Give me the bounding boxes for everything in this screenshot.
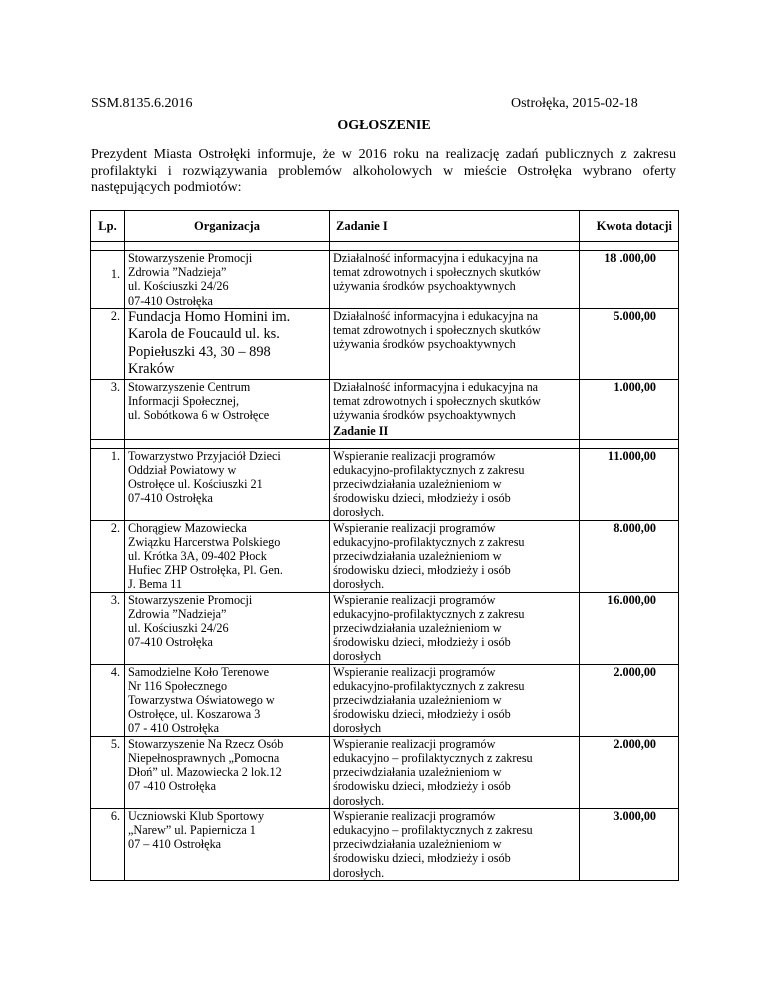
organization-cell-line: Towarzystwo Przyjaciół Dzieci xyxy=(128,448,281,463)
organization-cell-line: Zdrowia ”Nadzieja” xyxy=(128,265,227,280)
organization-cell-line: Stowarzyszenie Centrum xyxy=(128,379,251,394)
task-cell-line: edukacyjno – profilaktycznych z zakresu xyxy=(333,822,533,837)
row-number-text: 2. xyxy=(110,308,120,323)
task-cell-line: przeciwdziałania uzależnieniom w xyxy=(333,621,502,636)
organization-cell-line: Stowarzyszenie Na Rzecz Osób xyxy=(128,736,284,751)
organization-cell-line: Informacji Społecznej, xyxy=(128,394,239,409)
place-date: Ostrołęka, 2015-02-18 xyxy=(511,96,638,111)
header-amount: Kwota dotacji xyxy=(580,211,679,242)
row-number xyxy=(91,520,125,592)
organization-cell xyxy=(125,664,330,736)
organization-cell-line: Popiełuszki 43, 30 – 898 xyxy=(128,343,271,360)
table-header-row xyxy=(91,211,679,242)
task-cell xyxy=(330,379,580,439)
task-cell-line: Wspieranie realizacji programów xyxy=(333,448,496,463)
organization-cell-line: Towarzystwa Oświatowego w xyxy=(128,693,275,708)
table-row xyxy=(91,592,679,664)
table-spacer xyxy=(91,439,679,448)
organization-cell xyxy=(125,592,330,664)
document-reference: SSM.8135.6.2016 xyxy=(91,96,193,111)
organization-cell xyxy=(125,520,330,592)
row-number xyxy=(91,308,125,379)
amount-cell: 2.000,00 xyxy=(580,664,679,736)
organization-cell-line: Chorągiew Mazowiecka xyxy=(128,520,247,535)
task-cell-line: edukacyjno-profilaktycznych z zakresu xyxy=(333,678,525,693)
task-cell-line: przeciwdziałania uzależnieniom w xyxy=(333,693,502,708)
organization-cell-line: 07-410 Ostrołęka xyxy=(128,635,213,650)
task-cell xyxy=(330,808,580,880)
organization-cell-line: Stowarzyszenie Promocji xyxy=(128,251,253,265)
organization-cell-line: 07 – 410 Ostrołęka xyxy=(128,837,222,852)
table-row xyxy=(91,736,679,808)
task-cell xyxy=(330,592,580,664)
organization-cell-line: 07-410 Ostrołęka xyxy=(128,293,213,308)
task-cell-line: środowisku dzieci, młodzieży i osób xyxy=(333,779,511,794)
task-cell-line: Wspieranie realizacji programów xyxy=(333,736,496,751)
table-row xyxy=(91,664,679,736)
organization-cell-line: ul. Krótka 3A, 09-402 Płock xyxy=(128,549,267,564)
organization-cell xyxy=(125,379,330,439)
organization-cell xyxy=(125,808,330,880)
row-number xyxy=(91,664,125,736)
organization-cell-line: ul. Sobótkowa 6 w Ostrołęce xyxy=(128,408,270,423)
task-cell-line: dorosłych xyxy=(333,721,382,736)
task-cell-line: Działalność informacyjna i edukacyjna na xyxy=(333,251,539,265)
row-number-text: 3. xyxy=(110,379,120,394)
organization-cell-line: Kraków xyxy=(128,361,175,378)
task-cell xyxy=(330,520,580,592)
task-cell-line: edukacyjno-profilaktycznych z zakresu xyxy=(333,462,525,477)
task-cell-line: przeciwdziałania uzależnieniom w xyxy=(333,765,502,780)
section-label-zadanie-ii: Zadanie II xyxy=(333,424,389,439)
task-cell-line: przeciwdziałania uzależnieniom w xyxy=(333,549,502,564)
organization-cell-line: Niepełnosprawnych „Pomocna xyxy=(128,750,280,765)
organization-cell-line: Dłoń” ul. Mazowiecka 2 lok.12 xyxy=(128,765,282,780)
organization-cell-line: Zdrowia ”Nadzieja” xyxy=(128,606,227,621)
task-cell-line: Działalność informacyjna i edukacyjna na xyxy=(333,379,539,394)
table-row xyxy=(91,808,679,880)
organization-cell-line: ul. Kościuszki 24/26 xyxy=(128,279,229,294)
row-number xyxy=(91,736,125,808)
row-number-text: 1. xyxy=(110,267,120,281)
task-cell xyxy=(330,448,580,520)
table-spacer xyxy=(91,242,679,251)
header-organization: Organizacja xyxy=(125,211,330,242)
organization-cell-line: „Narew” ul. Papiernicza 1 xyxy=(128,822,256,837)
task-cell-line: Wspieranie realizacji programów xyxy=(333,520,496,535)
task-cell-line: temat zdrowotnych i społecznych skutków xyxy=(333,323,541,338)
organization-cell-line: Uczniowski Klub Sportowy xyxy=(128,808,265,823)
organization-cell-line: Ostrołęce, ul. Koszarowa 3 xyxy=(128,707,261,722)
organization-cell-line: Ostrołęce ul. Kościuszki 21 xyxy=(128,477,263,492)
task-cell-line: dorosłych. xyxy=(333,793,385,808)
row-number xyxy=(91,592,125,664)
task-cell-line: Wspieranie realizacji programów xyxy=(333,592,496,607)
task-cell-line: Wspieranie realizacji programów xyxy=(333,664,496,679)
row-number-text: 5. xyxy=(110,736,120,751)
task-cell-line: temat zdrowotnych i społecznych skutków xyxy=(333,394,541,409)
task-cell-line: edukacyjno-profilaktycznych z zakresu xyxy=(333,534,525,549)
organization-cell-line: Nr 116 Społecznego xyxy=(128,678,228,693)
organization-cell-line: 07 -410 Ostrołęka xyxy=(128,779,217,794)
task-cell-line: przeciwdziałania uzależnieniom w xyxy=(333,837,502,852)
table-row xyxy=(91,251,679,309)
organization-cell xyxy=(125,251,330,309)
organization-cell xyxy=(125,448,330,520)
task-cell-line: środowisku dzieci, młodzieży i osób xyxy=(333,563,511,578)
organization-cell-line: Fundacja Homo Homini im. xyxy=(128,308,291,325)
header-task: Zadanie I xyxy=(330,211,580,242)
row-number-text: 3. xyxy=(110,592,120,607)
row-number-text: 6. xyxy=(110,808,120,823)
organization-cell-line: Hufiec ZHP Ostrołęka, Pl. Gen. xyxy=(128,563,283,578)
task-cell-line: używania środków psychoaktywnych xyxy=(333,337,516,352)
header-lp: Lp. xyxy=(91,211,125,242)
task-cell-line: dorosłych. xyxy=(333,865,385,880)
organization-cell xyxy=(125,308,330,379)
row-number-text: 1. xyxy=(110,448,120,463)
task-cell xyxy=(330,664,580,736)
table-row xyxy=(91,448,679,520)
organization-cell-line: Związku Harcerstwa Polskiego xyxy=(128,534,281,549)
row-number xyxy=(91,379,125,439)
task-cell-line: Wspieranie realizacji programów xyxy=(333,808,496,823)
row-number-text: 4. xyxy=(110,664,120,679)
organization-cell xyxy=(125,736,330,808)
row-number xyxy=(91,251,125,309)
amount-cell: 5.000,00 xyxy=(580,308,679,379)
task-cell xyxy=(330,308,580,379)
task-cell xyxy=(330,736,580,808)
table-row xyxy=(91,379,679,439)
organization-cell-line: ul. Kościuszki 24/26 xyxy=(128,621,229,636)
organization-cell-line: Karola de Foucauld ul. ks. xyxy=(128,326,280,343)
task-cell xyxy=(330,251,580,309)
task-cell-line: środowisku dzieci, młodzieży i osób xyxy=(333,635,511,650)
document-title: OGŁOSZENIE xyxy=(337,118,431,133)
amount-cell: 16.000,00 xyxy=(580,592,679,664)
task-cell-line: edukacyjno – profilaktycznych z zakresu xyxy=(333,750,533,765)
amount-cell: 18 .000,00 xyxy=(580,251,679,309)
organization-cell-line: Stowarzyszenie Promocji xyxy=(128,592,253,607)
task-cell-line: środowisku dzieci, młodzieży i osób xyxy=(333,491,511,506)
row-number xyxy=(91,808,125,880)
grants-table xyxy=(90,210,679,881)
table-row xyxy=(91,520,679,592)
task-cell-line: edukacyjno-profilaktycznych z zakresu xyxy=(333,606,525,621)
amount-cell: 3.000,00 xyxy=(580,808,679,880)
row-number-text: 2. xyxy=(110,520,120,535)
task-cell-line: środowisku dzieci, młodzieży i osób xyxy=(333,851,511,866)
amount-cell: 8.000,00 xyxy=(580,520,679,592)
organization-cell-line: 07 - 410 Ostrołęka xyxy=(128,721,220,736)
table-row xyxy=(91,308,679,379)
task-cell-line: temat zdrowotnych i społecznych skutków xyxy=(333,265,541,280)
amount-cell: 2.000,00 xyxy=(580,736,679,808)
task-cell-line: środowisku dzieci, młodzieży i osób xyxy=(333,707,511,722)
row-number xyxy=(91,448,125,520)
amount-cell: 11.000,00 xyxy=(580,448,679,520)
organization-cell-line: 07-410 Ostrołęka xyxy=(128,491,213,506)
task-cell-line: używania środków psychoaktywnych xyxy=(333,408,516,423)
organization-cell-line: Samodzielne Koło Terenowe xyxy=(128,664,270,679)
organization-cell-line: J. Bema 11 xyxy=(128,577,183,592)
amount-cell: 1.000,00 xyxy=(580,379,679,439)
intro-paragraph: Prezydent Miasta Ostrołęki informuje, że w 2016 roku na realizację zadań publicznych z zakresu profilaktyki i rozwiązywania problemów alkoholowych w mieście Ostrołęka wybrano oferty następujących podmiotów: xyxy=(91,147,676,195)
task-cell-line: Działalność informacyjna i edukacyjna na xyxy=(333,308,539,323)
organization-cell-line: Oddział Powiatowy w xyxy=(128,462,237,477)
task-cell-line: dorosłych xyxy=(333,649,382,664)
task-cell-line: dorosłych. xyxy=(333,505,385,520)
task-cell-line: używania środków psychoaktywnych xyxy=(333,279,516,294)
task-cell-line: dorosłych. xyxy=(333,577,385,592)
task-cell-line: przeciwdziałania uzależnieniom w xyxy=(333,477,502,492)
